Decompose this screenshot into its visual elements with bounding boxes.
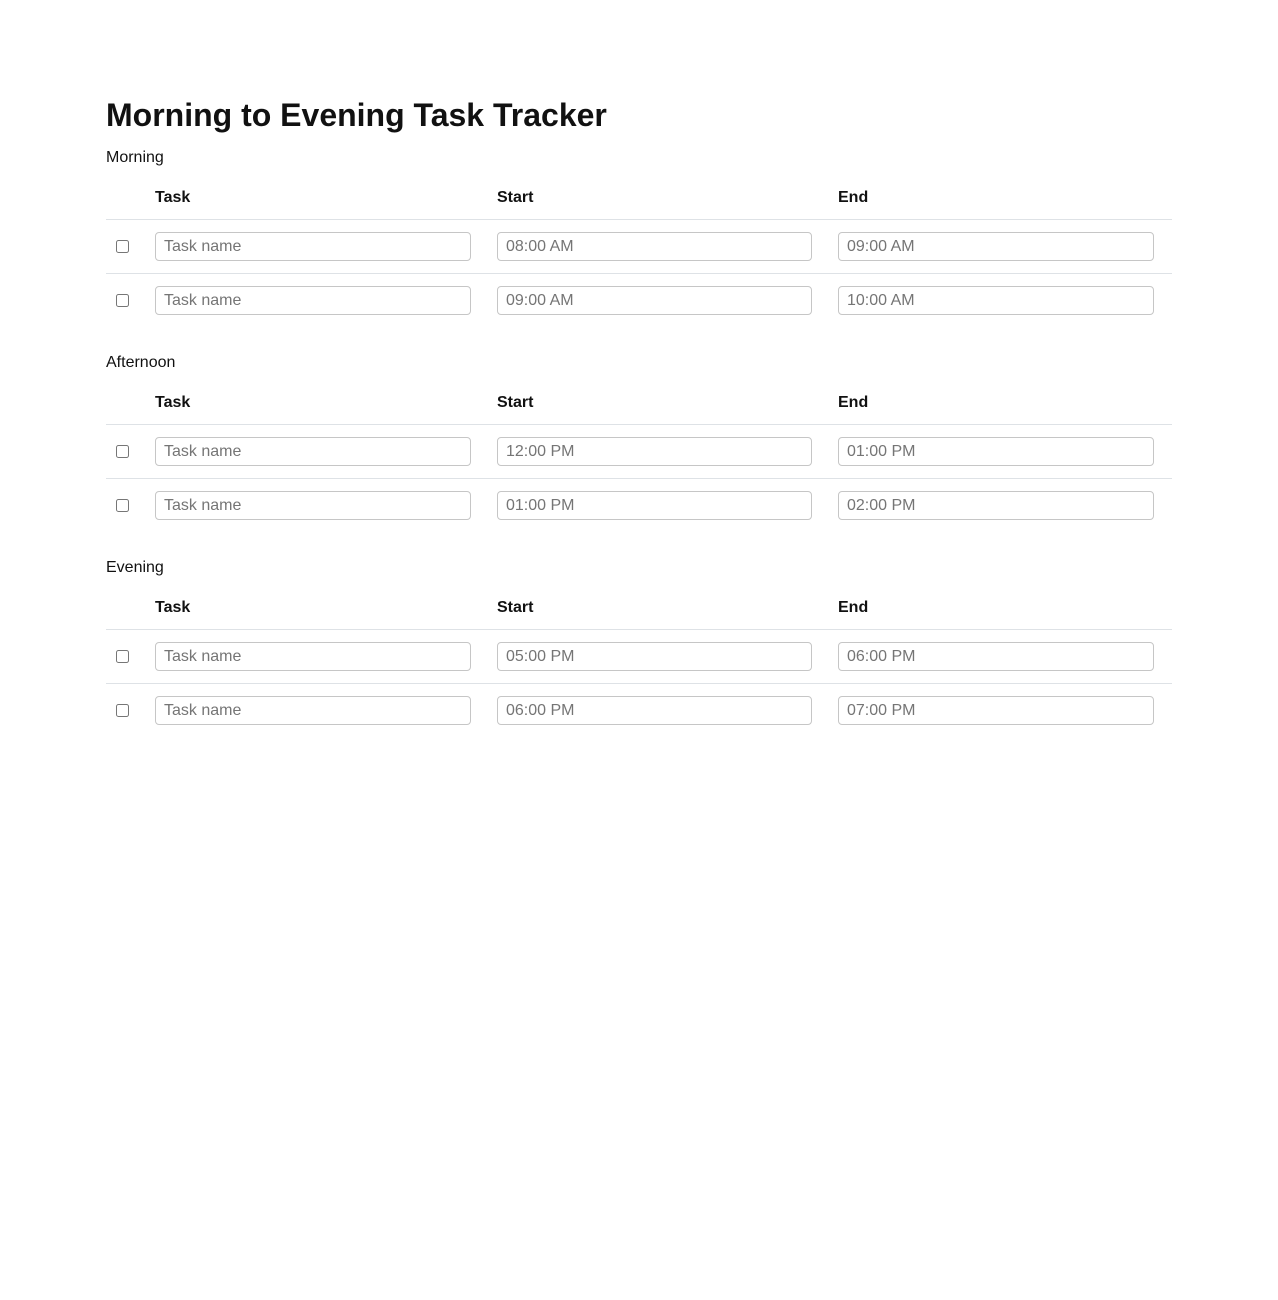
task-checkbox[interactable] bbox=[116, 704, 129, 717]
task-table-afternoon bbox=[106, 382, 1172, 532]
column-header-start: Start bbox=[489, 587, 830, 630]
section-label-morning: Morning bbox=[106, 149, 164, 166]
task-checkbox[interactable] bbox=[116, 294, 129, 307]
column-header-task: Task bbox=[147, 382, 489, 425]
column-header-start: Start bbox=[489, 382, 830, 425]
column-header-checkbox bbox=[106, 177, 147, 220]
task-name-input[interactable] bbox=[155, 286, 471, 315]
task-checkbox[interactable] bbox=[116, 240, 129, 253]
end-time-input[interactable] bbox=[838, 696, 1154, 725]
start-time-input[interactable] bbox=[497, 642, 812, 671]
column-header-end: End bbox=[830, 382, 1172, 425]
column-header-checkbox bbox=[106, 587, 147, 630]
column-header-task: Task bbox=[147, 587, 489, 630]
table-row bbox=[106, 425, 1172, 479]
start-time-input[interactable] bbox=[497, 491, 812, 520]
column-header-checkbox bbox=[106, 382, 147, 425]
task-table-evening bbox=[106, 587, 1172, 737]
section-afternoon bbox=[106, 353, 1172, 532]
end-time-input[interactable] bbox=[838, 286, 1154, 315]
table-row bbox=[106, 220, 1172, 274]
end-time-input[interactable] bbox=[838, 642, 1154, 671]
table-row bbox=[106, 630, 1172, 684]
end-time-input[interactable] bbox=[838, 491, 1154, 520]
start-time-input[interactable] bbox=[497, 232, 812, 261]
table-row bbox=[106, 274, 1172, 328]
table-row bbox=[106, 684, 1172, 738]
section-evening bbox=[106, 558, 1172, 737]
page-title: Morning to Evening Task Tracker bbox=[106, 97, 607, 133]
header-row bbox=[106, 382, 1172, 425]
column-header-task: Task bbox=[147, 177, 489, 220]
table-row bbox=[106, 479, 1172, 533]
start-time-input[interactable] bbox=[497, 286, 812, 315]
start-time-input[interactable] bbox=[497, 437, 812, 466]
task-checkbox[interactable] bbox=[116, 499, 129, 512]
section-label-afternoon: Afternoon bbox=[106, 354, 176, 371]
end-time-input[interactable] bbox=[838, 437, 1154, 466]
section-morning bbox=[106, 148, 1172, 327]
task-table-morning bbox=[106, 177, 1172, 327]
column-header-start: Start bbox=[489, 177, 830, 220]
end-time-input[interactable] bbox=[838, 232, 1154, 261]
content-container bbox=[106, 0, 1172, 737]
header-row bbox=[106, 177, 1172, 220]
header-row bbox=[106, 587, 1172, 630]
start-time-input[interactable] bbox=[497, 696, 812, 725]
task-name-input[interactable] bbox=[155, 437, 471, 466]
task-name-input[interactable] bbox=[155, 491, 471, 520]
task-name-input[interactable] bbox=[155, 232, 471, 261]
column-header-end: End bbox=[830, 177, 1172, 220]
section-label-evening: Evening bbox=[106, 559, 164, 576]
task-checkbox[interactable] bbox=[116, 445, 129, 458]
column-header-end: End bbox=[830, 587, 1172, 630]
task-name-input[interactable] bbox=[155, 642, 471, 671]
task-checkbox[interactable] bbox=[116, 650, 129, 663]
task-name-input[interactable] bbox=[155, 696, 471, 725]
